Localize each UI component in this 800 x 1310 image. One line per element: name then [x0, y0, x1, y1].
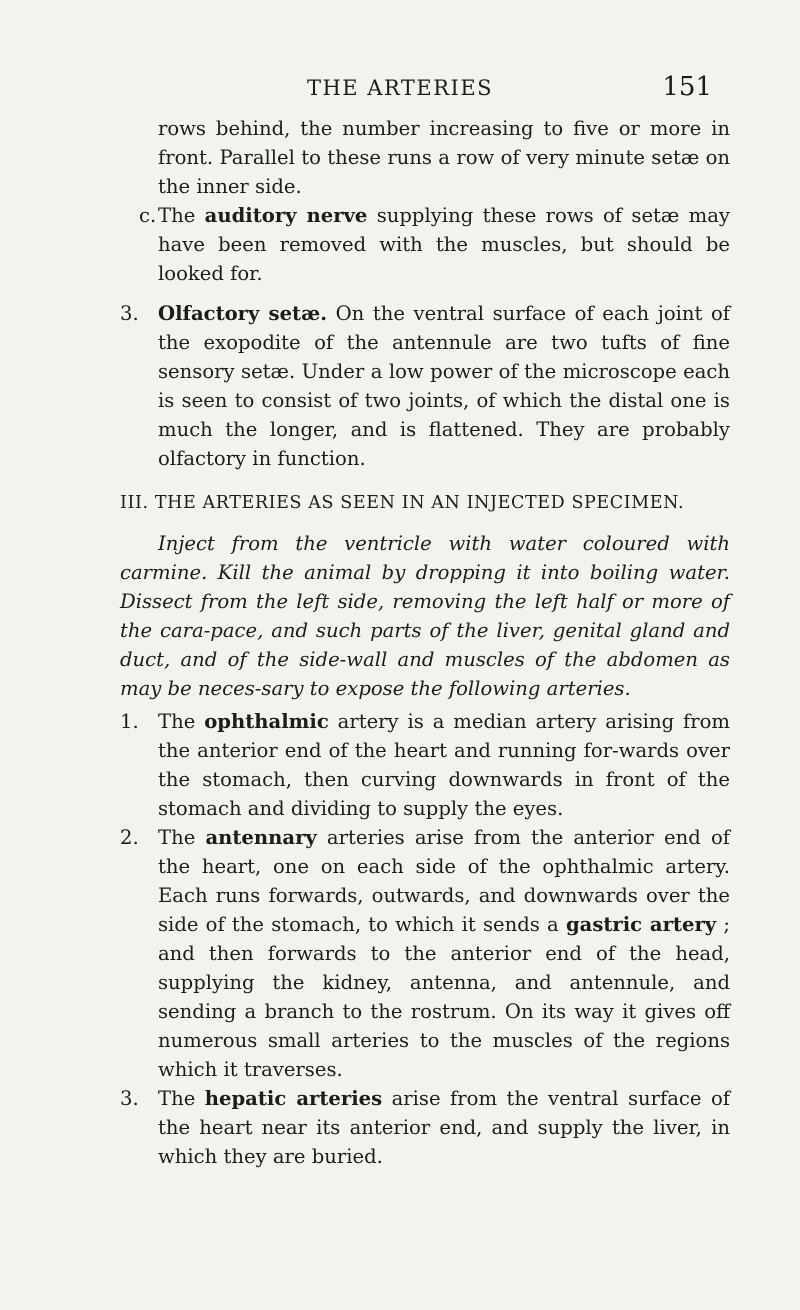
list-marker: 1.: [120, 710, 139, 733]
list-item-2-antennary: [120, 823, 730, 1084]
list-item-c: [120, 201, 730, 288]
item-text: On the ventral surface of each joint of the exopodite of the antennule are two tufts of fine sensory setæ. Under a low power of the microscope each is seen to consist of two joints, of which the distal one is much the longer, and is flattened. They are probably olfactory in function.: [158, 302, 730, 470]
list-marker: 3.: [120, 1087, 139, 1110]
list-marker: 3.: [120, 302, 139, 325]
item-text-lead: The: [158, 1087, 205, 1110]
item-text-lead: The: [158, 204, 205, 227]
paragraph-continuation: rows behind, the number increasing to five or more in front. Parallel to these runs a row of very minute setæ on the inner side.: [158, 117, 730, 198]
item-text: artery is a median artery arising from the anterior end of the heart and running for-wards over the stomach, then curving downwards in front of the stomach and dividing to supply the eyes.: [158, 710, 730, 820]
list-item-3-hepatic: [120, 1084, 730, 1171]
page-number: 151: [662, 72, 712, 102]
list-marker: 2.: [120, 826, 139, 849]
item-text: ; and then forwards to the anterior end of the head, supplying the kidney, antenna, and antennule, and sending a branch to the rostrum. On its way it gives off numerous small arteries to the muscles of the regions which it traverses.: [158, 913, 730, 1081]
item-text-lead: The: [158, 710, 205, 733]
list-item-1-ophthalmic: [120, 707, 730, 823]
item-term: hepatic arteries: [204, 1087, 383, 1110]
running-head: THE ARTERIES: [306, 76, 494, 100]
item-term-gastric: gastric artery: [565, 913, 717, 936]
item-text: arise from the ventral surface of the heart near its anterior end, and supply the liver, in which they are buried.: [158, 1087, 731, 1168]
item-term: auditory nerve: [204, 204, 368, 227]
item-text-lead: The: [158, 826, 206, 849]
instructions-paragraph: Inject from the ventricle with water coloured with carmine. Kill the animal by dropping it into boiling water. Dissect from the left side, removing the left half or more of the cara-pace, and such parts of the liver, genital gland and duct, and of the side-wall and muscles of the abdomen as may be neces-sary to expose the following arteries.: [120, 532, 730, 700]
item-text: arteries arise from the anterior end of the heart, one on each side of the ophthalmic artery. Each runs forwards, outwards, and downwards over the side of the stomach, to which it sends a: [158, 826, 731, 936]
list-item-3-olfactory: [120, 299, 730, 473]
section-heading: III. THE ARTERIES AS SEEN IN AN INJECTED SPECIMEN.: [120, 493, 685, 513]
list-marker: c.: [139, 204, 157, 227]
item-text: supplying these rows of setæ may have been removed with the muscles, but should be looked for.: [158, 204, 730, 285]
page-header: [0, 72, 800, 108]
page-body: [120, 114, 730, 1171]
item-term: antennary: [205, 826, 317, 849]
item-term: Olfactory setæ.: [158, 302, 328, 325]
item-term: ophthalmic: [204, 710, 329, 733]
